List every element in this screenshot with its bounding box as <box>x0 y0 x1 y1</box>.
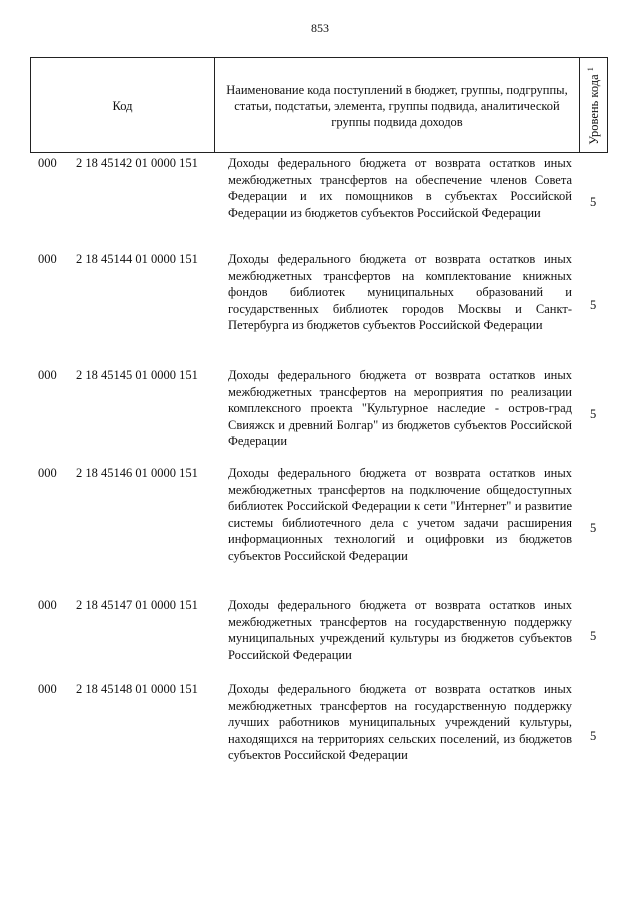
budget-code: 2 18 45144 01 0000 151 <box>76 252 198 266</box>
admin-code: 000 <box>38 466 57 480</box>
table-row <box>30 155 610 251</box>
revenue-name: Доходы федерального бюджета от возврата остатков иных межбюджетных трансфертов на государственную поддержку муниципальных учреждений культуры из бюджетов субъектов Российской Федерации <box>228 598 572 662</box>
table-row <box>30 597 610 681</box>
header-code: Код <box>112 98 133 113</box>
table-row <box>30 465 610 597</box>
budget-code: 2 18 45142 01 0000 151 <box>76 156 198 170</box>
code-level: 5 <box>590 521 597 535</box>
revenue-name: Доходы федерального бюджета от возврата остатков иных межбюджетных трансфертов на обеспечение членов Совета Федерации и их помощников в субъектах Российской Федерации из бюджетов субъектов Российской Федерации <box>228 156 572 220</box>
code-level: 5 <box>590 729 597 743</box>
footnote-marker: 1 <box>585 67 595 72</box>
code-level: 5 <box>590 298 597 312</box>
table-row <box>30 681 610 791</box>
admin-code: 000 <box>38 252 57 266</box>
budget-code: 2 18 45147 01 0000 151 <box>76 598 198 612</box>
code-level: 5 <box>590 407 597 421</box>
budget-code: 2 18 45145 01 0000 151 <box>76 368 198 382</box>
revenue-name: Доходы федерального бюджета от возврата остатков иных межбюджетных трансфертов на подключение общедоступных библиотек Российской Федерации к сети "Интернет" и развитие системы библиотечного дела с учетом задачи расширения информационных технологий и оцифровки из бюджетов субъектов Российской Федерации <box>228 466 572 563</box>
revenue-name: Доходы федерального бюджета от возврата остатков иных межбюджетных трансфертов на комплектование книжных фондов библиотек муниципальных образований и государственных библиотек городов Москвы и Санкт-Петербурга из бюджетов субъектов Российской Федерации <box>228 252 572 332</box>
table-row <box>30 251 610 367</box>
budget-code: 2 18 45148 01 0000 151 <box>76 682 198 696</box>
admin-code: 000 <box>38 368 57 382</box>
table-header <box>30 57 608 153</box>
header-name: Наименование кода поступлений в бюджет, группы, подгруппы, статьи, подстатьи, элемента, группы подвида, аналитической группы подвида доходов <box>226 83 568 129</box>
table-row <box>30 367 610 465</box>
admin-code: 000 <box>38 598 57 612</box>
revenue-name: Доходы федерального бюджета от возврата остатков иных межбюджетных трансфертов на государственную поддержку лучших работников муниципальных учреждений культуры, находящихся на территориях сельских поселений, из бюджетов субъектов Российской Федерации <box>228 682 572 762</box>
admin-code: 000 <box>38 156 57 170</box>
header-level <box>586 67 602 145</box>
header-level-label: Уровень кода <box>587 74 602 145</box>
table-body <box>30 153 610 791</box>
admin-code: 000 <box>38 682 57 696</box>
page-number: 853 <box>311 21 329 35</box>
budget-code: 2 18 45146 01 0000 151 <box>76 466 198 480</box>
header-level-cell <box>580 58 608 154</box>
code-level: 5 <box>590 195 597 209</box>
code-level: 5 <box>590 629 597 643</box>
revenue-name: Доходы федерального бюджета от возврата остатков иных межбюджетных трансфертов на мероприятия по реализации комплексного проекта "Культурное наследие - остров-град Свияжск и древний Болгар" из бюджетов субъектов Российской Федерации <box>228 368 572 448</box>
